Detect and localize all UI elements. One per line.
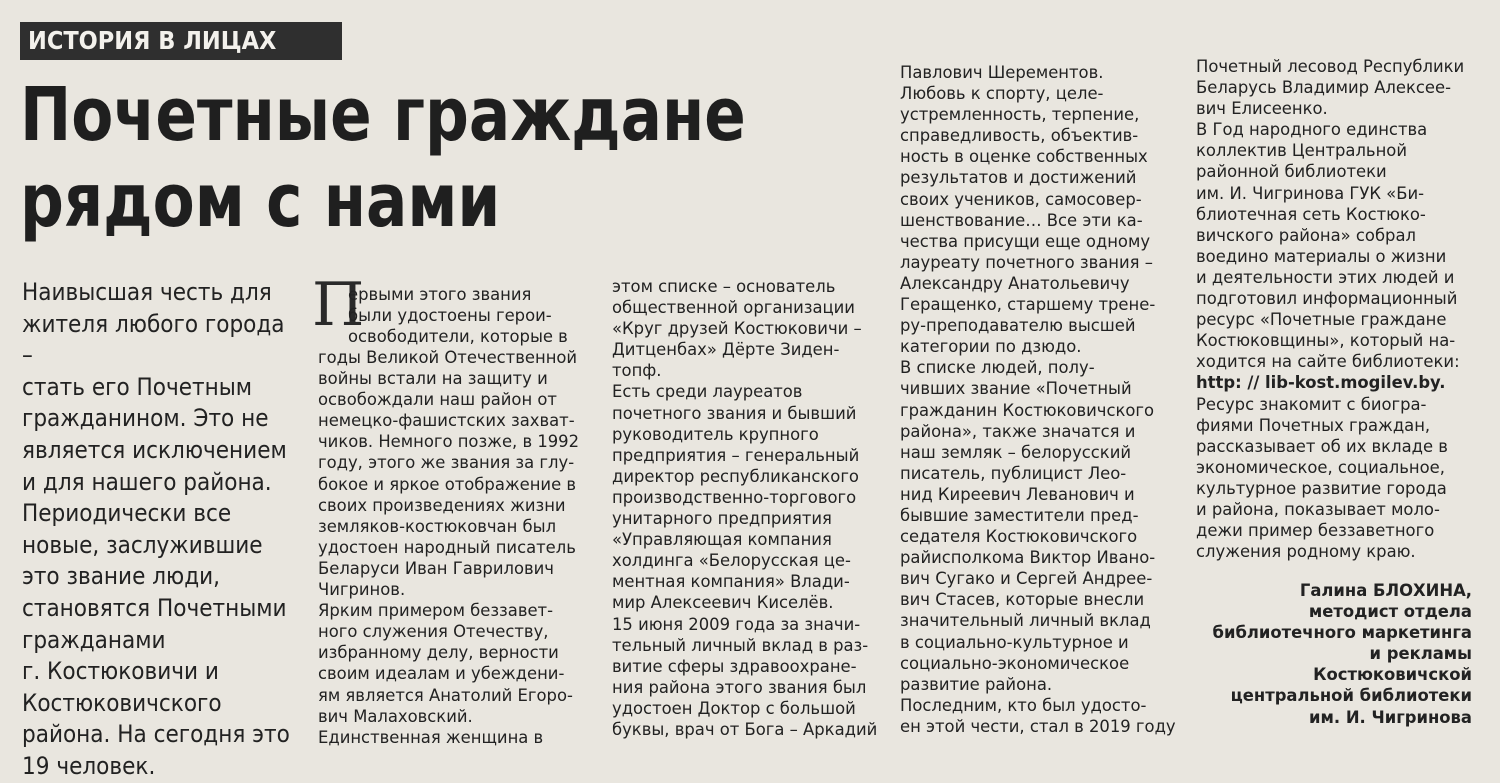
text-line: райисполкома Виктор Ивано- <box>900 548 1156 568</box>
lead-line: и для нашего района. <box>22 467 272 496</box>
text-line: общественной организации <box>612 298 855 318</box>
text-line: седателя Костюковичского <box>900 527 1138 547</box>
text-line: директор республиканского <box>612 466 859 486</box>
text-line: войны встали на защиту и <box>318 369 548 389</box>
signature-line: и рекламы <box>1369 644 1472 664</box>
text-line: вич Сугако и Сергей Андрее- <box>900 569 1153 589</box>
text-line: почетного звания и бывший <box>612 403 857 423</box>
lead-line: стать его Почетным <box>22 372 253 401</box>
text-line: Последним, кто был удосто- <box>900 695 1147 715</box>
lead-line: становятся Почетными <box>22 593 287 622</box>
text-line: социально-экономическое <box>900 653 1130 673</box>
text-line: ного служения Отечеству, <box>318 622 549 642</box>
text-line: буквы, врач от Бога – Аркадий <box>612 719 878 739</box>
text-line: топф. <box>612 361 662 381</box>
text-line: шенствование… Все эти ка- <box>900 210 1143 230</box>
text-line: унитарного предприятия <box>612 509 832 529</box>
lead-line: является исключением <box>22 435 287 464</box>
signature-line: центральной библиотеки <box>1230 686 1472 706</box>
text-line: вич Малаховский. <box>318 706 473 726</box>
text-line: вич Стасев, которые внесли <box>900 590 1145 610</box>
text-line: Любовь к спорту, целе- <box>900 84 1104 104</box>
text-line: и района, показывает моло- <box>1196 499 1440 519</box>
text-line: витие сферы здравоохране- <box>612 656 857 676</box>
text-line: рассказывает об их вкладе в <box>1196 436 1448 456</box>
text-line: Почетный лесовод Республики <box>1196 57 1465 76</box>
text-line: лауреату почетного звания – <box>900 252 1153 272</box>
text-line: «Круг друзей Костюковичи – <box>612 319 862 339</box>
text-line: освобождали наш район от <box>318 390 557 410</box>
text-line: района», также значатся и <box>900 421 1136 441</box>
text-line: служения родному краю. <box>1196 542 1416 562</box>
text-line: и деятельности этих людей и <box>1196 267 1455 287</box>
text-line: им. И. Чигринова ГУК «Би- <box>1196 183 1425 203</box>
rubric-label: ИСТОРИЯ В ЛИЦАХ <box>20 22 342 60</box>
signature-line: методист отдела <box>1308 602 1472 622</box>
lead-line: Костюковичского <box>22 688 222 717</box>
text-line: развитие района. <box>900 674 1053 694</box>
text-line: Геращенко, старшему трене- <box>900 295 1156 315</box>
text-line: Есть среди лауреатов <box>612 382 803 402</box>
text-line: своим идеалам и убеждени- <box>318 664 565 684</box>
text-line: воедино материалы о жизни <box>1196 246 1447 266</box>
text-line: чивших звание «Почетный <box>900 379 1132 399</box>
text-line: дежи пример беззаветного <box>1196 521 1435 541</box>
text-line: году, этого же звания за глу- <box>318 453 575 473</box>
text-line: немецко-фашистских захват- <box>318 411 575 431</box>
text-line: справедливость, объектив- <box>900 126 1139 146</box>
text-line: чиков. Немного позже, в 1992 <box>318 432 580 452</box>
signature-line: им. И. Чигринова <box>1309 707 1472 727</box>
text-line: Дитценбах» Дёрте Зиден- <box>612 340 840 360</box>
text-line: Ресурс знакомит с биогра- <box>1196 394 1427 414</box>
lead-line: Наивысшая честь для <box>22 278 272 306</box>
text-line: удостоен народный писатель <box>318 537 576 557</box>
text-line: фиями Почетных граждан, <box>1196 415 1431 435</box>
text-line: ния района этого звания был <box>612 677 867 697</box>
text-line: наш земляк – белорусский <box>900 442 1132 462</box>
text-line: в социально-культурное и <box>900 632 1129 652</box>
text-line: ходится на сайте библиотеки: <box>1196 352 1460 372</box>
headline-line-1: Почетные граждане <box>20 72 746 158</box>
text-line: чества присущи еще одному <box>900 231 1151 251</box>
text-line: избранному делу, верности <box>318 643 559 663</box>
text-line: Единственная женщина в <box>318 727 544 747</box>
text-line: были удостоены герои- <box>348 306 552 326</box>
text-line: 15 июня 2009 года за значи- <box>612 614 861 634</box>
text-line: Беларусь Владимир Алексее- <box>1196 78 1451 98</box>
text-line: ресурс «Почетные граждане <box>1196 310 1447 330</box>
text-line: бывшие заместители пред- <box>900 505 1139 525</box>
text-line: устремленность, терпение, <box>900 105 1140 125</box>
text-line: Беларуси Иван Гаврилович <box>318 558 554 578</box>
lead-line: Периодически все <box>22 499 232 528</box>
column-4 <box>1196 56 1464 562</box>
text-line: Ярким примером беззавет- <box>318 601 554 621</box>
lead-line: жителя любого города – <box>22 309 285 370</box>
signature-line: Костюковичской <box>1313 665 1472 685</box>
text-line: результатов и достижений <box>900 168 1137 188</box>
text-line: Александру Анатольевичу <box>900 273 1130 293</box>
text-line: предприятия – генеральный <box>612 445 860 465</box>
column-2 <box>612 276 877 740</box>
text-line: культурное развитие города <box>1196 478 1447 498</box>
lead-line: новые, заслужившие <box>22 530 263 559</box>
text-line: освободители, которые в <box>348 327 568 347</box>
lead-line: это звание люди, <box>22 562 221 591</box>
lead-line: гражданами <box>22 625 166 654</box>
text-line: подготовил информационный <box>1196 289 1458 309</box>
text-line: удостоен Доктор с большой <box>612 698 856 718</box>
text-line: ервыми этого звания <box>348 285 532 304</box>
lead-line: 19 человек. <box>22 751 156 780</box>
text-line: годы Великой Отечественной <box>318 348 578 367</box>
signature-line: Галина БЛОХИНА, <box>1299 581 1472 600</box>
text-line: «Управляющая компания <box>612 530 832 550</box>
text-line: Чигринов. <box>318 580 406 600</box>
text-line: В списке людей, полу- <box>900 358 1095 378</box>
lead-line: г. Костюковичи и <box>22 657 219 686</box>
text-line: В Год народного единства <box>1196 120 1428 140</box>
text-line: Павлович Шерементов. <box>900 63 1104 82</box>
text-line: ность в оценке собственных <box>900 147 1148 167</box>
text-line: вичского района» собрал <box>1196 225 1416 245</box>
text-line: мир Алексеевич Киселёв. <box>612 593 834 613</box>
text-line: писатель, публицист Лео- <box>900 463 1127 483</box>
text-line: вич Елисеенко. <box>1196 99 1328 119</box>
text-line: нид Киреевич Леванович и <box>900 484 1135 504</box>
text-line: этом списке – основатель <box>612 277 836 296</box>
text-line: земляков-костюковчан был <box>318 516 557 536</box>
text-line: http: // lib-kost.mogilev.by. <box>1196 373 1446 393</box>
signature-line: библиотечного маркетинга <box>1212 623 1472 643</box>
text-line: ен этой чести, стал в 2019 году <box>900 716 1176 736</box>
drop-cap: П <box>312 270 365 340</box>
text-line: своих произведениях жизни <box>318 495 566 515</box>
text-line: блиотечная сеть Костюко- <box>1196 204 1426 224</box>
headline <box>20 72 746 244</box>
text-line: ментная компания» Влади- <box>612 572 850 592</box>
text-line: экономическое, социальное, <box>1196 457 1445 477</box>
text-line: ям является Анатолий Егоро- <box>318 685 573 705</box>
headline-line-2: рядом с нами <box>20 158 501 244</box>
text-line: значительный личный вклад <box>900 611 1151 631</box>
lead-line: района. На сегодня это <box>22 720 290 749</box>
text-line: районной библиотеки <box>1196 162 1387 182</box>
text-line: холдинга «Белорусская це- <box>612 551 851 571</box>
text-line: бокое и яркое отображение в <box>318 474 577 494</box>
text-line: производственно-торгового <box>612 487 857 507</box>
text-line: Костюковщины», который на- <box>1196 331 1456 351</box>
text-line: тельный личный вклад в раз- <box>612 635 869 655</box>
column-1 <box>318 347 579 748</box>
text-line: своих учеников, самосовер- <box>900 189 1142 209</box>
lead-line: гражданином. Это не <box>22 404 269 433</box>
lead-paragraph <box>22 277 292 783</box>
column-1-intro <box>348 284 568 347</box>
text-line: коллектив Центральной <box>1196 141 1407 161</box>
text-line: руководитель крупного <box>612 424 819 444</box>
author-signature <box>1213 580 1472 728</box>
column-3 <box>900 62 1176 737</box>
text-line: категории по дзюдо. <box>900 337 1082 357</box>
text-line: ру-преподавателю высшей <box>900 316 1136 336</box>
text-line: гражданин Костюковичского <box>900 400 1155 420</box>
